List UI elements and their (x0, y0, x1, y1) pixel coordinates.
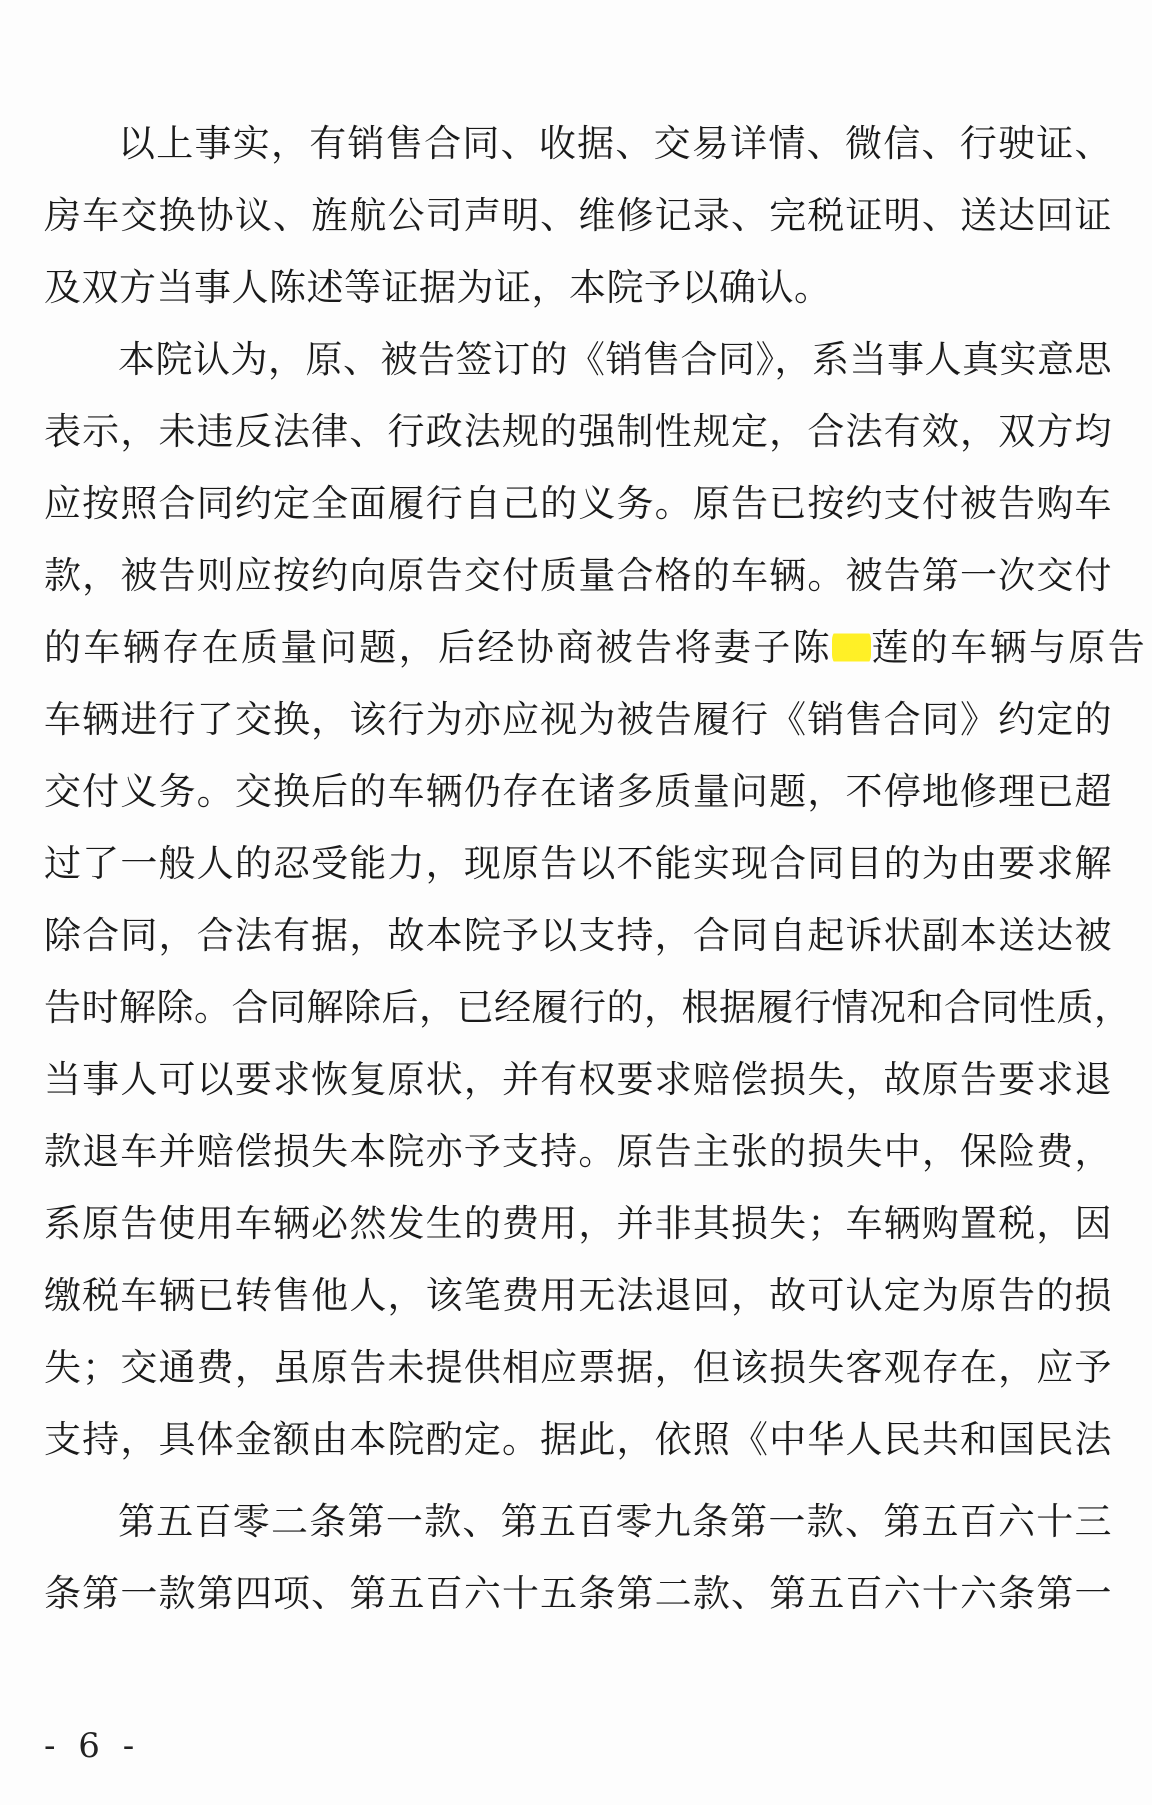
text-line: 系原告使用车辆必然发生的费用，并非其损失；车辆购置税，因 (44, 1202, 1112, 1245)
text-line: 缴税车辆已转售他人，该笔费用无法退回，故可认定为原告的损 (44, 1274, 1112, 1317)
text-line: 当事人可以要求恢复原状，并有权要求赔偿损失，故原告要求退 (44, 1058, 1112, 1101)
text-line: 条第一款第四项、第五百六十五条第二款、第五百六十六条第一 (44, 1572, 1112, 1615)
text-line: 除合同，合法有据，故本院予以支持，合同自起诉状副本送达被 (44, 914, 1112, 957)
text-line: 款退车并赔偿损失本院亦予支持。原告主张的损失中，保险费， (44, 1130, 1112, 1173)
text-line: 第五百零二条第一款、第五百零九条第一款、第五百六十三 (118, 1500, 1112, 1543)
text-line: 告时解除。合同解除后，已经履行的，根据履行情况和合同性质， (44, 986, 1132, 1029)
text-line: 失；交通费，虽原告未提供相应票据，但该损失客观存在，应予 (44, 1346, 1112, 1389)
text-line: 款，被告则应按约向原告交付质量合格的车辆。被告第一次交付 (44, 554, 1112, 597)
page-number: - 6 - (44, 1726, 141, 1766)
text-line: 本院认为，原、被告签订的《销售合同》，系当事人真实意思 (118, 338, 1112, 381)
text-line: 交付义务。交换后的车辆仍存在诸多质量问题，不停地修理已超 (44, 770, 1112, 813)
text-line: 应按照合同约定全面履行自己的义务。原告已按约支付被告购车 (44, 482, 1112, 525)
text-line: 以上事实，有销售合同、收据、交易详情、微信、行驶证、 (118, 122, 1112, 165)
text-segment: 的车辆存在质量问题，后经协商被告将妻子陈 (44, 626, 832, 669)
yellow-highlight-mark (832, 626, 871, 669)
text-line: 支持，具体金额由本院酌定。据此，依照《中华人民共和国民法 (44, 1418, 1112, 1461)
text-line: 房车交换协议、旌航公司声明、维修记录、完税证明、送达回证 (44, 194, 1112, 237)
text-line: 车辆进行了交换，该行为亦应视为被告履行《销售合同》约定的 (44, 698, 1112, 741)
text-line: 及双方当事人陈述等证据为证，本院予以确认。 (44, 266, 832, 309)
text-line: 表示，未违反法律、行政法规的强制性规定，合法有效，双方均 (44, 410, 1112, 453)
paragraph-gap (44, 1476, 1112, 1486)
text-line-with-highlight (44, 612, 1148, 684)
text-segment: 莲的车辆与原告 (871, 626, 1148, 669)
judgment-body-text (44, 108, 1148, 1630)
text-line: 过了一般人的忍受能力，现原告以不能实现合同目的为由要求解 (44, 842, 1112, 885)
